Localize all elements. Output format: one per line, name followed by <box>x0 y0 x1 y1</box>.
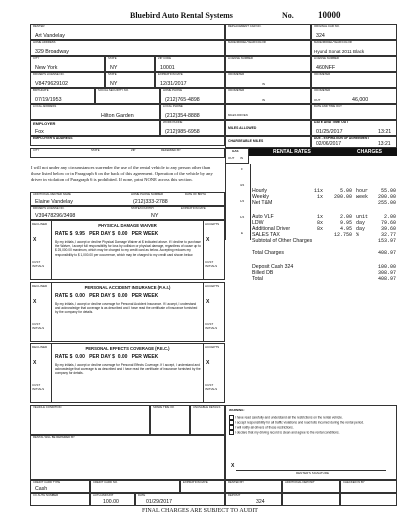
cc-exp-cell <box>180 480 225 493</box>
renter-cell <box>30 24 225 40</box>
cc-no-cell <box>90 480 180 493</box>
orig-car-label: ORIGINAL CAR NO. <box>314 24 340 28</box>
odo-out-value: 46,000 <box>352 97 369 103</box>
employer-value: Fox <box>35 129 44 135</box>
rented-by-cell <box>225 480 282 493</box>
unusable-label: UNUSABLE DETAILS <box>193 405 221 409</box>
date-cell <box>135 493 225 506</box>
emp-city-row <box>30 148 225 158</box>
due-value: 02/06/2017 <box>316 141 342 147</box>
rate-amt: 32.77 <box>380 232 396 238</box>
rented-by-label: RENTED BY <box>228 480 245 484</box>
vehicle-cond-label: VEHICLE CONDITION <box>33 405 62 409</box>
gas-mark-f: F <box>241 167 243 171</box>
rate-unit: day <box>356 220 366 226</box>
addl-row2 <box>30 206 225 220</box>
phone-value: (212)765-4898 <box>165 97 200 103</box>
rate-x: x <box>320 214 324 220</box>
miles-allowed-cell <box>225 120 311 136</box>
gas-title: GAS <box>232 149 239 153</box>
declined-initials-label: CUST INITIALS <box>32 322 45 330</box>
odo-out-cell <box>311 72 397 88</box>
address-label: HOME ADDRESS <box>33 40 56 44</box>
odo2-in-cell <box>225 88 311 104</box>
warning-item-text: I accept responsibility for all traffic violations and road tolls incurred during the rental period. <box>235 420 364 425</box>
license-label: DRIVER'S LICENSE NO. <box>33 72 65 76</box>
address-value: 329 Broadway <box>35 49 69 55</box>
signature-label: RENTER'S SIGNATURE <box>296 471 330 475</box>
deposit-cell <box>225 493 282 506</box>
gas-gauge <box>225 164 251 240</box>
work-phone-cell <box>160 120 225 136</box>
local-addr-label: LOCAL ADDRESS <box>33 104 57 108</box>
warning-item <box>229 430 394 435</box>
declined-label: DECLINED <box>32 345 48 349</box>
rate-unit: day <box>356 226 366 232</box>
cc-no-label: CREDIT CARD NO. <box>93 480 118 484</box>
rate-amt: 39.60 <box>380 226 396 232</box>
warning-item-text: I will notify all drivers of those restrictions. <box>235 425 294 430</box>
city-label: CITY <box>33 56 40 60</box>
rate-amt: 200.00 <box>377 194 396 200</box>
waiver-body: By my initials, I accept or decline Physical Damage Waiver at $ indicated above. If I decline to purchase the Waiver, I accept full responsibility for loss by collision or physical damage, regardless of cause up to $ 25,000.00 maximum, which may be charged to my credit card as below. Accepting reduces my responsibility to $ 1,000.00 per occurrence, which may be charged to my credit card shown below. <box>55 240 201 257</box>
accepts-initials-label: CUST INITIALS <box>205 322 218 330</box>
rate-label: Weekly <box>252 194 269 200</box>
rates-title: RENTAL RATES <box>273 149 311 155</box>
warning-item-text: I have read carefully and understand all the restrictions on the rental vehicle. <box>235 415 343 420</box>
warning-item-text: I declare that my driving record is clean and agree to the rental conditions. <box>235 430 340 435</box>
checked-by-label: CHECKED IN BY <box>343 480 365 484</box>
accepts-initials-label: CUST INITIALS <box>205 383 218 391</box>
rate-amt: 2.00 <box>383 214 396 220</box>
accepts-x: X <box>206 237 210 243</box>
odo-in-tag: IN <box>262 82 265 86</box>
declined-initials-label: CUST INITIALS <box>32 260 45 268</box>
addl-phone: (212)333-2788 <box>133 199 168 205</box>
make-cell <box>225 40 311 56</box>
address-cell <box>30 40 225 56</box>
accepts-label: ACCEPTS <box>205 222 220 226</box>
due-cell <box>311 136 397 148</box>
rate-x: x <box>320 194 324 200</box>
addl-name: Elaine Vandelay <box>35 199 73 205</box>
warning-items <box>229 415 394 435</box>
rate-qty: 8 <box>316 220 320 226</box>
zip-cell <box>155 56 225 72</box>
addl-row1 <box>30 192 225 206</box>
local-phone-value: (212)354-8888 <box>165 113 200 119</box>
unusable-cell <box>190 405 225 435</box>
rate-label: Deposit Cash 324 <box>252 264 294 270</box>
waiver-body: By my initials, I accept or decline coverage for Personal Effects Coverage. If I accept, I understand and acknowledge that coverage is as described and I have read the certificate of insurance furnished by the company for details. <box>55 363 201 376</box>
miles-driven-label: MILES DRIVEN <box>228 113 248 117</box>
make-label: MAKE/MODEL/YEAR/COLOR <box>228 40 266 44</box>
gas-mark-14: 1/4 <box>240 215 245 219</box>
work-phone-value: (212)985-6958 <box>165 129 200 135</box>
rate-amt: 255.00 <box>377 200 396 206</box>
rates-header-bar <box>249 148 397 156</box>
repl-car-cell <box>225 24 311 40</box>
signature-x: X <box>231 463 235 469</box>
auth-amt-cell <box>90 493 135 506</box>
dob-label: BIRTHDATE <box>33 88 49 92</box>
emp-city-label: CITY <box>33 148 40 152</box>
odo-in-cell <box>225 72 311 88</box>
spare-cell <box>150 405 190 435</box>
emp-address-cell <box>30 136 225 146</box>
declined-label: DECLINED <box>32 284 48 288</box>
license-value: V8479629102 <box>35 81 68 87</box>
waiver-declined-col <box>31 221 52 279</box>
waiver-rate-line: RATE $ 9.95 PER DAY $ 0.00 PER WEEK <box>55 231 159 237</box>
employer-cell <box>30 120 160 136</box>
waiver-title: PERSONAL EFFECTS COVERAGE (P.E.C.) <box>85 346 170 351</box>
terms-text: I will not under any circumstances surrender the use of the rental vehicle to any person other than those listed below or in Paragraph 6 on the back of this agreement. Operation of the vehicle by any driver in violation of Paragraph 6 is prohibited. If none, print NONE across this section. <box>31 165 213 182</box>
deposit-value: 324 <box>256 499 265 505</box>
referred-label: REFERRED BY <box>161 148 181 152</box>
renter-label: RENTER <box>33 24 45 28</box>
city-cell <box>30 56 105 72</box>
lic-state-label: STATE <box>108 72 117 76</box>
addl-lic: V39478296/3498 <box>35 213 76 219</box>
rate-rate: 4.95 <box>339 226 352 232</box>
state-label: STATE <box>108 56 117 60</box>
rate-rate: 2.00 <box>339 214 352 220</box>
rate-rate: 5.00 <box>339 188 352 194</box>
date-out-cell <box>311 104 397 120</box>
waiver-block <box>30 282 225 342</box>
addl-state-label: STATE/COUNTRY <box>131 206 155 210</box>
make2-value: Hyund Sonat 2011 Black <box>314 49 365 54</box>
waiver-title: PERSONAL ACCIDENT INSURANCE (P.A.I.) <box>84 285 171 290</box>
waiver-accepts-col <box>203 283 224 341</box>
accepts-label: ACCEPTS <box>205 284 220 288</box>
emp-zip-label: ZIP <box>131 148 136 152</box>
chargeable-label: CHARGEABLE MILES <box>228 139 264 143</box>
rate-amt: 408.97 <box>377 276 396 282</box>
rate-rate: 12.750 <box>333 232 352 238</box>
final-charges-notice: FINAL CHARGES ARE SUBJECT TO AUDIT <box>142 508 258 514</box>
waiver-rate-line: RATE $ 0.00 PER DAY $ 0.00 PER WEEK <box>55 293 159 299</box>
rate-row <box>252 276 397 282</box>
dt-out-time: 13:21 <box>378 129 392 135</box>
odo2-in-label: ODOMETER <box>228 88 245 92</box>
dt-out-value: 01/25/2017 <box>316 129 343 135</box>
waiver-block <box>30 343 225 403</box>
lic-no2-label: LICENSE NUMBER <box>314 56 339 60</box>
date-value: 01/29/2017 <box>146 499 172 505</box>
make2-cell <box>311 40 397 56</box>
returned-label: ADDITIONAL DEPOSIT <box>285 480 315 484</box>
rate-qty: 11 <box>313 188 320 194</box>
accepts-label: ACCEPTS <box>205 345 220 349</box>
rate-qty: 8 <box>316 226 320 232</box>
miles-allowed-label: MILES ALLOWED <box>228 126 257 130</box>
auth-amt-label: AUTH AMOUNT <box>93 493 114 497</box>
rate-amt: 100.00 <box>377 264 396 270</box>
date-out-label: DATE AND TIME OUT <box>314 104 342 108</box>
lic-state-value: NY <box>110 81 118 87</box>
orig-car-value: 324 <box>316 33 325 39</box>
auth-label: CC AUTH NUMBER <box>33 493 59 497</box>
declined-x: X <box>33 360 37 366</box>
local-addr-cell <box>30 104 160 120</box>
accepts-initials-label: CUST INITIALS <box>205 260 218 268</box>
rate-unit: unit <box>356 214 369 220</box>
gas-mark-34: 3/4 <box>240 183 245 187</box>
due-time: 13:21 <box>378 141 391 147</box>
spare-label: SPARE TIRE OK <box>153 405 175 409</box>
lic-state-cell <box>105 72 155 88</box>
waiver-declined-col <box>31 283 52 341</box>
gas-out: OUT <box>228 156 235 160</box>
cc-type-cell <box>30 480 90 493</box>
rates-charges: CHARGES <box>357 149 383 155</box>
blank-cell-2 <box>340 493 397 506</box>
rate-amt: 308.97 <box>377 270 396 276</box>
addl-phone-label: HOME PHONE NUMBER <box>131 192 164 196</box>
zip-label: ZIP CODE <box>158 56 172 60</box>
local-phone-cell <box>160 104 225 120</box>
rate-qty: 1 <box>316 194 320 200</box>
rate-x: x <box>320 220 324 226</box>
rate-x: x <box>320 188 324 194</box>
accepts-x: X <box>206 360 210 366</box>
gas-mark-e: E <box>241 231 244 235</box>
lic-no-label: LICENSE NUMBER <box>228 56 253 60</box>
zip-value: 10001 <box>160 65 175 71</box>
state-value: NY <box>110 65 118 71</box>
warning-checkbox[interactable] <box>229 430 234 435</box>
dob-cell <box>30 88 95 104</box>
rate-label: Total Charges <box>252 250 285 256</box>
phone-cell <box>160 88 225 104</box>
rate-label: Additional Driver <box>252 226 291 232</box>
exp-label: EXPIRATION DATE <box>158 72 183 76</box>
declined-label: DECLINED <box>32 222 48 226</box>
exp-cell <box>155 72 225 88</box>
waiver-declined-col <box>31 344 52 402</box>
accepts-x: X <box>206 299 210 305</box>
rate-unit: hour <box>356 188 369 194</box>
phone-label: HOME PHONE <box>163 88 183 92</box>
odo-in-label: ODOMETER <box>228 72 245 76</box>
rate-unit: % <box>356 232 360 238</box>
agreement-no-label: No. <box>282 11 294 20</box>
declined-x: X <box>33 237 37 243</box>
rate-label: Auto VLF <box>252 214 274 220</box>
rate-qty: 1 <box>316 214 320 220</box>
rates-table <box>252 160 397 282</box>
returned-cell <box>282 480 340 493</box>
odo2-out-tag: OUT <box>314 98 321 102</box>
auth-amt-value: 100.00 <box>103 499 119 505</box>
local-phone-label: LOCAL PHONE <box>163 104 183 108</box>
return-label: RENTAL WILL BE REPAIRED BY <box>33 435 75 439</box>
rate-amt: 408.97 <box>377 250 396 256</box>
deposit-label: DEPOSIT <box>228 493 241 497</box>
waiver-block <box>30 220 225 280</box>
odo-out-label: ODOMETER <box>314 72 331 76</box>
chargeable-cell <box>225 136 311 148</box>
declined-x: X <box>33 299 37 305</box>
rate-amt: 79.60 <box>380 220 396 226</box>
addl-lic-label: DRIVER'S LICENSE NO. <box>33 206 65 210</box>
rate-row <box>252 200 397 206</box>
emp-address-label: EMPLOYER'S ADDRESS <box>33 136 73 140</box>
orig-car-cell <box>311 24 397 40</box>
lic-no2-value: 460NFF <box>316 65 336 71</box>
rate-label: Hourly <box>252 188 267 194</box>
gas-in: IN <box>240 156 243 160</box>
emp-state-label: STATE <box>91 148 100 152</box>
waiver-body: By my initials, I accept or decline coverage for Personal Accident Insurance. If I accept, I understand and acknowledge that coverage is as described and I have read the certificate of insurance furnished by the company for details. <box>55 302 198 315</box>
checked-by-cell <box>340 480 397 493</box>
odo2-out-cell <box>311 88 397 104</box>
city-value: New York <box>35 65 58 71</box>
due-label: DUE - EXPIRATION OF AGREEMENT <box>314 136 370 140</box>
work-phone-label: WORK PHONE <box>163 120 183 124</box>
ss-cell <box>95 88 160 104</box>
rate-row <box>252 250 397 256</box>
dt-out-label: DATE AND TIME OUT <box>314 120 349 124</box>
blank-cell-1 <box>282 493 340 506</box>
addl-state: NY <box>151 213 159 219</box>
rate-rate: 200.00 <box>333 194 352 200</box>
local-addr-value: Hilton Garden <box>101 113 134 119</box>
repl-car-label: REPLACEMENT CAR NO. <box>228 24 262 28</box>
return-cell <box>30 435 225 480</box>
cc-type-value: Cash <box>35 486 48 492</box>
warning-title: WARNING: <box>229 408 245 412</box>
exp-value: 12/31/2017 <box>160 81 187 87</box>
addl-exp-label: EXPIRATION DATE <box>181 206 206 210</box>
rate-x: x <box>320 226 324 232</box>
waiver-title: PHYSICAL DAMAGE WAIVER <box>98 223 157 228</box>
addl-dob-label: DATE OF BIRTH <box>185 192 207 196</box>
date-label: DATE <box>138 493 146 497</box>
auth-cell <box>30 493 90 506</box>
cc-exp-label: EXPIRATION DATE <box>183 480 208 484</box>
rate-unit: week <box>356 194 369 200</box>
renter-name: Art Vandelay <box>35 33 65 39</box>
odo2-out-label: ODOMETER <box>314 88 331 92</box>
rate-label: Net T&M <box>252 200 273 206</box>
vehicle-cond-cell <box>30 405 150 435</box>
ss-label: SOCIAL SECURITY NO. <box>98 88 129 92</box>
license-cell <box>30 72 105 88</box>
lic-no2-cell <box>311 56 397 72</box>
rate-label: Subtotal of Other Charges <box>252 238 313 244</box>
rate-label: Billed DB <box>252 270 274 276</box>
odo2-in-tag: IN <box>262 98 265 102</box>
cc-type-label: CREDIT CARD TYPE <box>33 480 61 484</box>
company-name: Bluebird Auto Rental Systems <box>130 11 233 20</box>
lic-no-cell <box>225 56 311 72</box>
gas-header <box>225 148 249 164</box>
waiver-accepts-col <box>203 344 224 402</box>
rate-rate: 9.95 <box>339 220 352 226</box>
dob-value: 07/19/1953 <box>35 97 62 103</box>
declined-initials-label: CUST INITIALS <box>32 383 45 391</box>
rate-label: Total <box>252 276 263 282</box>
make2-label: MAKE/MODEL/YEAR/COLOR <box>314 40 352 44</box>
employer-label: EMPLOYER <box>33 121 56 126</box>
rate-label: SALES TAX <box>252 232 280 238</box>
state-cell <box>105 56 155 72</box>
waiver-rate-line: RATE $ 0.00 PER DAY $ 0.00 PER WEEK <box>55 354 159 360</box>
miles-driven-cell <box>225 104 311 120</box>
gas-mark-12: 1/2 <box>240 199 245 203</box>
addl-name-label: ADDITIONAL RENTER NAME <box>33 192 71 196</box>
rate-label: LDW <box>252 220 264 226</box>
rate-amt: 153.97 <box>377 238 396 244</box>
dt-out-cell <box>311 120 397 136</box>
rate-row <box>252 238 397 244</box>
agreement-no: 10000 <box>318 10 341 20</box>
rate-amt: 55.00 <box>380 188 396 194</box>
waiver-accepts-col <box>203 221 224 279</box>
warning-box <box>225 405 397 480</box>
